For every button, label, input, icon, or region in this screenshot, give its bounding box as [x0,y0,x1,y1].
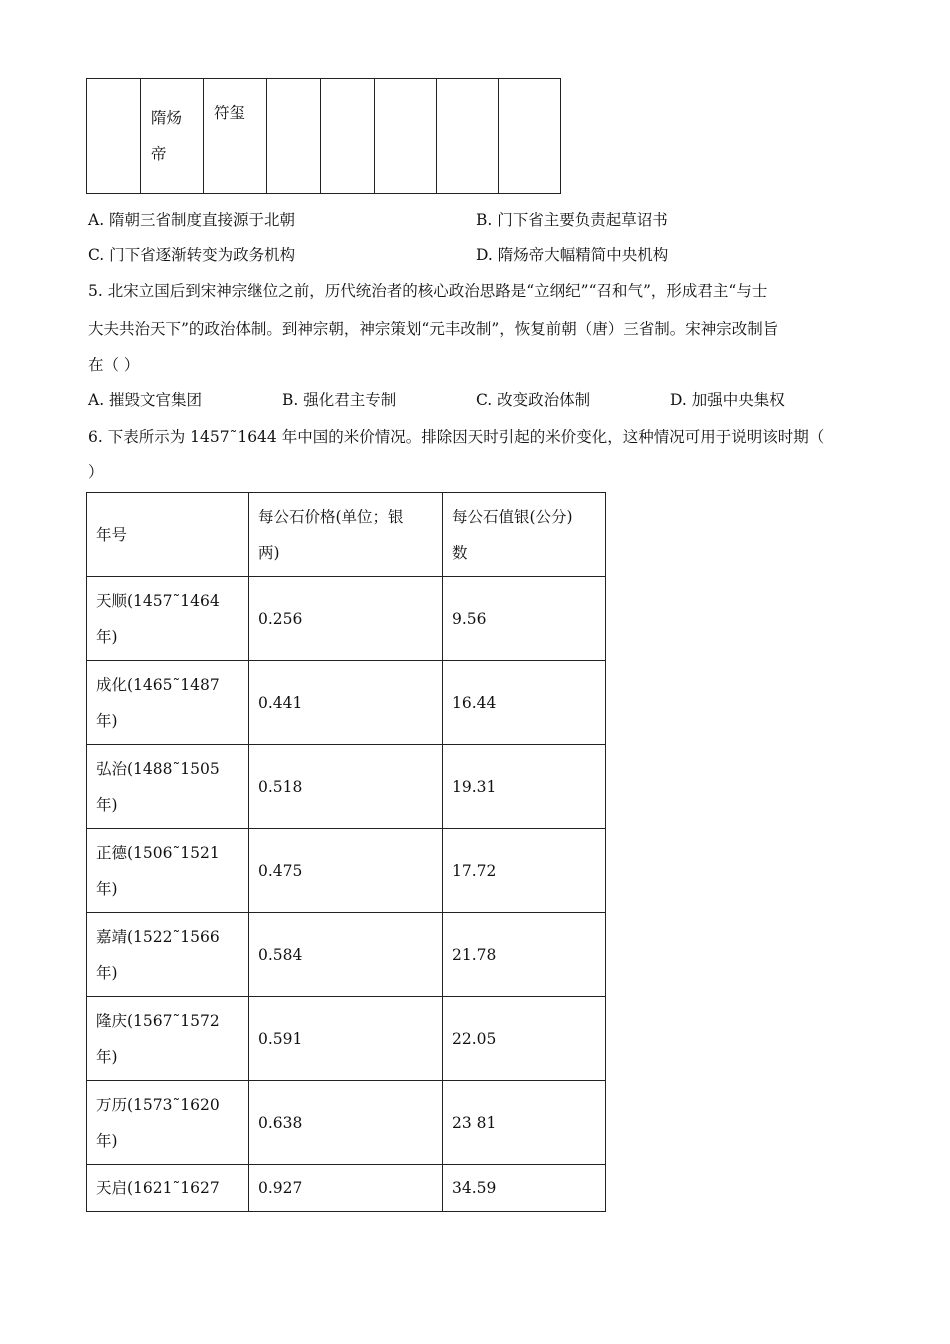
table-cell [499,79,561,194]
top-table [86,78,561,194]
era-cell: 万历(1573˜1620 年) [87,1081,249,1165]
header-cell-price: 每公石价格(单位；银 两) [249,493,443,577]
table-row [87,1081,606,1165]
q4-option-d: D. 隋炀帝大幅精简中央机构 [476,246,669,264]
price-cell: 0.584 [249,913,443,997]
price-cell: 0.475 [249,829,443,913]
table-cell [87,79,141,194]
q5-option-b: B. 强化君主专制 [282,391,397,409]
header-cell-era: 年号 [87,493,249,577]
q4-option-b: B. 门下省主要负责起草诏书 [476,211,668,229]
silver-cell: 9.56 [443,577,606,661]
era-cell: 成化(1465˜1487 年) [87,661,249,745]
q5-option-d: D. 加强中央集权 [670,391,785,409]
q5-option-a: A. 摧毁文官集团 [88,391,203,409]
silver-cell: 22.05 [443,997,606,1081]
era-cell: 隆庆(1567˜1572 年) [87,997,249,1081]
table-cell [321,79,375,194]
table-row [87,745,606,829]
price-cell: 0.441 [249,661,443,745]
q5-option-c: C. 改变政治体制 [476,391,591,409]
silver-cell: 23 81 [443,1081,606,1165]
header-cell-silver: 每公石值银(公分) 数 [443,493,606,577]
table-row [87,577,606,661]
table-cell [375,79,437,194]
silver-cell: 19.31 [443,745,606,829]
table-cell: 符玺 [204,79,267,194]
era-cell: 天顺(1457˜1464 年) [87,577,249,661]
table-row [87,829,606,913]
table-cell: 隋炀 帝 [141,79,204,194]
q5-stem-line2: 大夫共治天下”的政治体制。到神宗朝，神宗策划“元丰改制”，恢复前朝（唐）三省制。宋神宗改制旨 [88,320,779,338]
price-cell: 0.638 [249,1081,443,1165]
era-cell: 嘉靖(1522˜1566 年) [87,913,249,997]
q6-stem-line1: 6. 下表所示为 1457˜1644 年中国的米价情况。排除因天时引起的米价变化，这种情况可用于说明该时期（ [88,428,825,446]
silver-cell: 34.59 [443,1165,606,1212]
silver-cell: 21.78 [443,913,606,997]
q5-stem-line3: 在（ ） [88,356,140,374]
table-row [87,79,561,194]
era-cell: 天启(1621˜1627 [87,1165,249,1212]
silver-cell: 17.72 [443,829,606,913]
q6-stem-line2: ） [88,463,104,481]
price-cell: 0.518 [249,745,443,829]
era-cell: 弘治(1488˜1505 年) [87,745,249,829]
table-row [87,1165,606,1212]
q5-stem-line1: 5. 北宋立国后到宋神宗继位之前，历代统治者的核心政治思路是“立纲纪”“召和气”，形成君主“与士 [88,282,768,300]
table-row [87,997,606,1081]
q4-option-a: A. 隋朝三省制度直接源于北朝 [88,211,296,229]
table-cell [267,79,321,194]
era-cell: 正德(1506˜1521 年) [87,829,249,913]
price-cell: 0.591 [249,997,443,1081]
table-row [87,661,606,745]
price-cell: 0.927 [249,1165,443,1212]
q4-option-c: C. 门下省逐渐转变为政务机构 [88,246,296,264]
table-row [87,913,606,997]
rice-price-table [86,492,606,1212]
price-cell: 0.256 [249,577,443,661]
silver-cell: 16.44 [443,661,606,745]
table-header-row [87,493,606,577]
table-cell [437,79,499,194]
